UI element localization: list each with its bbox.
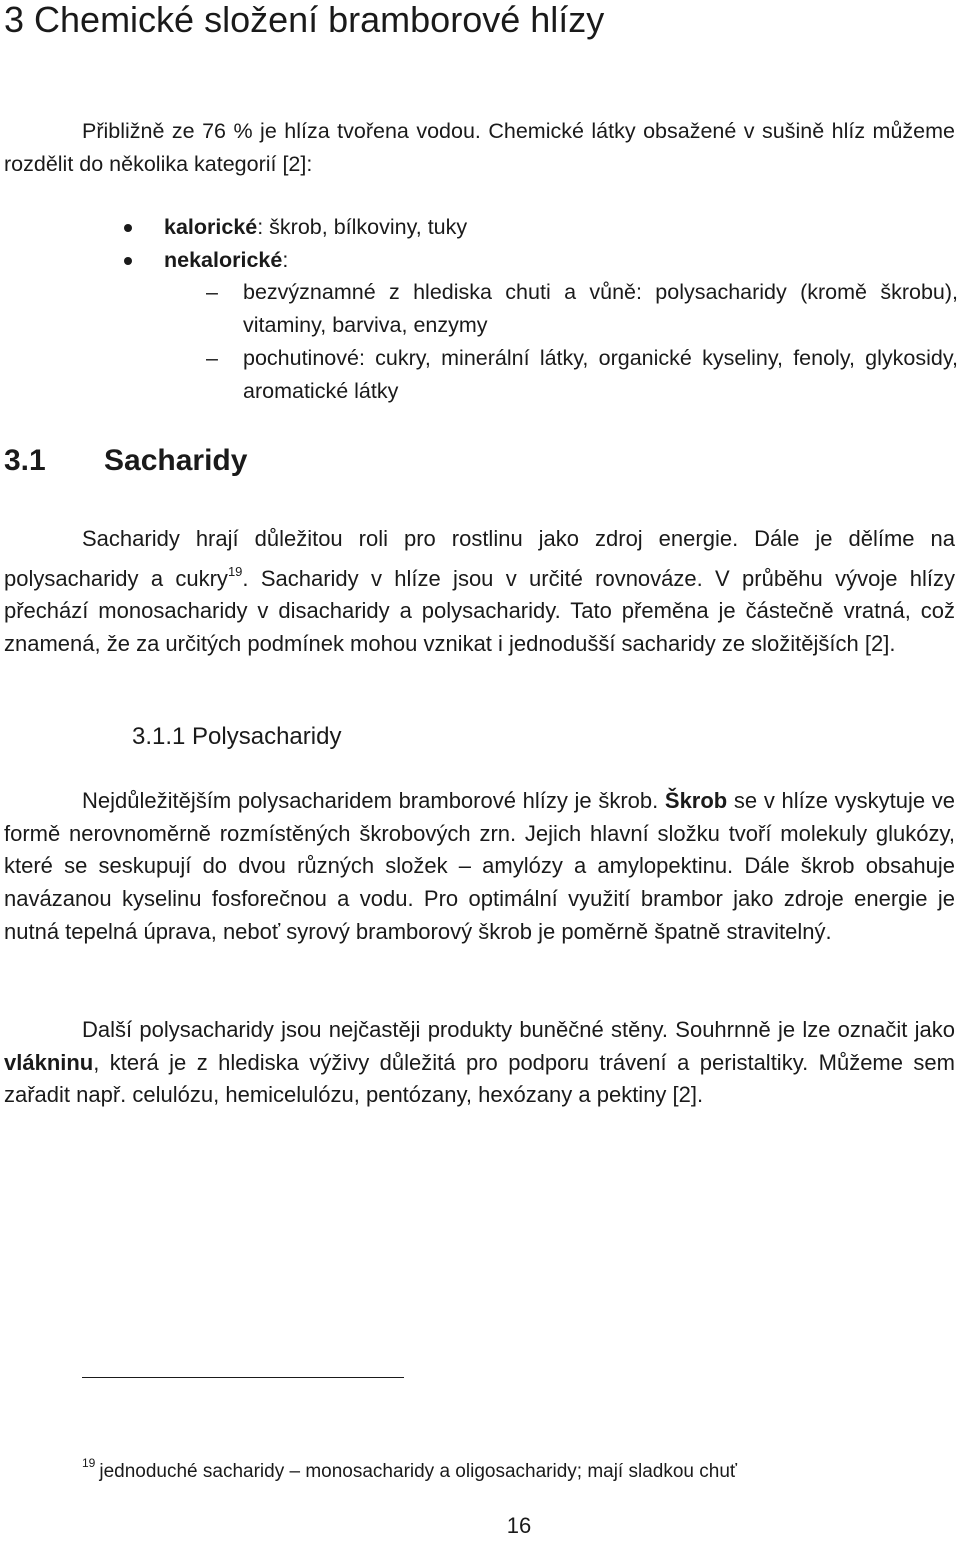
noncaloric-text: : <box>282 247 289 272</box>
polysaccharides-paragraph-2 <box>4 1014 955 1112</box>
footnote-reference: 19 <box>227 563 243 579</box>
footnote <box>82 1450 737 1485</box>
caloric-text: : škrob, bílkoviny, tuky <box>257 215 468 239</box>
p1-text-b: se v hlíze vyskytuje ve formě nerovnoměrně rozmístěných škrobových zrn. Jejich hlavní složku tvoří molekuly glukózy, které se seskupují do dvou různých složek – amylózy a amylopektinu. Dále škrob obsahuje navázanou kyselinu fosforečnou a vodu. Pro optimální využití brambor jako zdroje energie je nutná tepelná úprava, neboť syrový bramborový škrob je poměrně špatně stravitelný. <box>4 788 955 944</box>
dash-icon: – <box>206 345 218 370</box>
saccharides-text-2: . Sacharidy v hlíze jsou v určité rovnováze. V průběhu vývoje hlízy přechází monosacharidy v disacharidy a polysacharidy. Tato přeměna je částečně vratná, což znamená, že za určitých podmínek mohou vznikat i jednodušší sacharidy ze složitějších [2]. <box>4 565 955 657</box>
polysaccharides-paragraph-1 <box>4 785 955 949</box>
footnote-text: jednoduché sacharidy – monosacharidy a oligosacharidy; mají sladkou chuť <box>99 1461 738 1482</box>
bullet-icon <box>124 257 132 265</box>
sub-item-insignificant <box>118 276 958 341</box>
bullet-icon <box>124 224 132 232</box>
list-item-caloric <box>118 211 958 244</box>
p2-text-b: , která je z hlediska výživy důležitá pro podporu trávení a peristaltiky. Můžeme sem zařadit např. celulózu, hemicelulózu, pentózany, hexózany a pektiny [2]. <box>4 1049 955 1108</box>
dash-icon: – <box>206 280 218 305</box>
p2-text-a: Další polysacharidy jsou nejčastěji produkty buněčné stěny. Souhrnně je lze označit jako <box>82 1017 955 1042</box>
section-number: 3.1 <box>4 444 46 477</box>
footnote-number: 19 <box>82 1456 96 1470</box>
footnote-separator <box>82 1377 404 1378</box>
sub-item-text: bezvýznamné z hlediska chuti a vůně: polysacharidy (kromě škrobu), vitaminy, barviva, enzymy <box>243 280 958 338</box>
section-heading <box>4 440 247 482</box>
page-number: 16 <box>506 1513 532 1538</box>
section-title: Sacharidy <box>104 444 248 477</box>
chapter-heading: 3 Chemické složení bramborové hlízy <box>4 0 605 40</box>
subsection-heading: 3.1.1 Polysacharidy <box>132 723 342 750</box>
saccharides-paragraph <box>4 523 955 661</box>
sub-item-flavor <box>118 342 958 407</box>
sub-item-text: pochutinové: cukry, minerální látky, organické kyseliny, fenoly, glykosidy, aromatické látky <box>243 345 958 403</box>
intro-paragraph: Přibližně ze 76 % je hlíza tvořena vodou. Chemické látky obsažené v sušině hlíz můžeme rozdělit do několika kategorií [2]: <box>4 119 955 176</box>
p1-text-a: Nejdůležitějším polysacharidem bramborové hlízy je škrob. <box>82 788 665 813</box>
p2-bold-term: vlákninu <box>4 1049 94 1075</box>
p1-bold-term: Škrob <box>664 788 728 813</box>
caloric-label: kalorické <box>164 215 258 239</box>
list-item-noncaloric <box>118 244 958 277</box>
category-list <box>118 211 958 407</box>
noncaloric-label: nekalorické <box>164 247 283 272</box>
saccharides-text-1: Sacharidy hrají důležitou roli pro rostlinu jako zdroj energie. Dále je dělíme na polysacharidy a cukry <box>4 526 955 591</box>
